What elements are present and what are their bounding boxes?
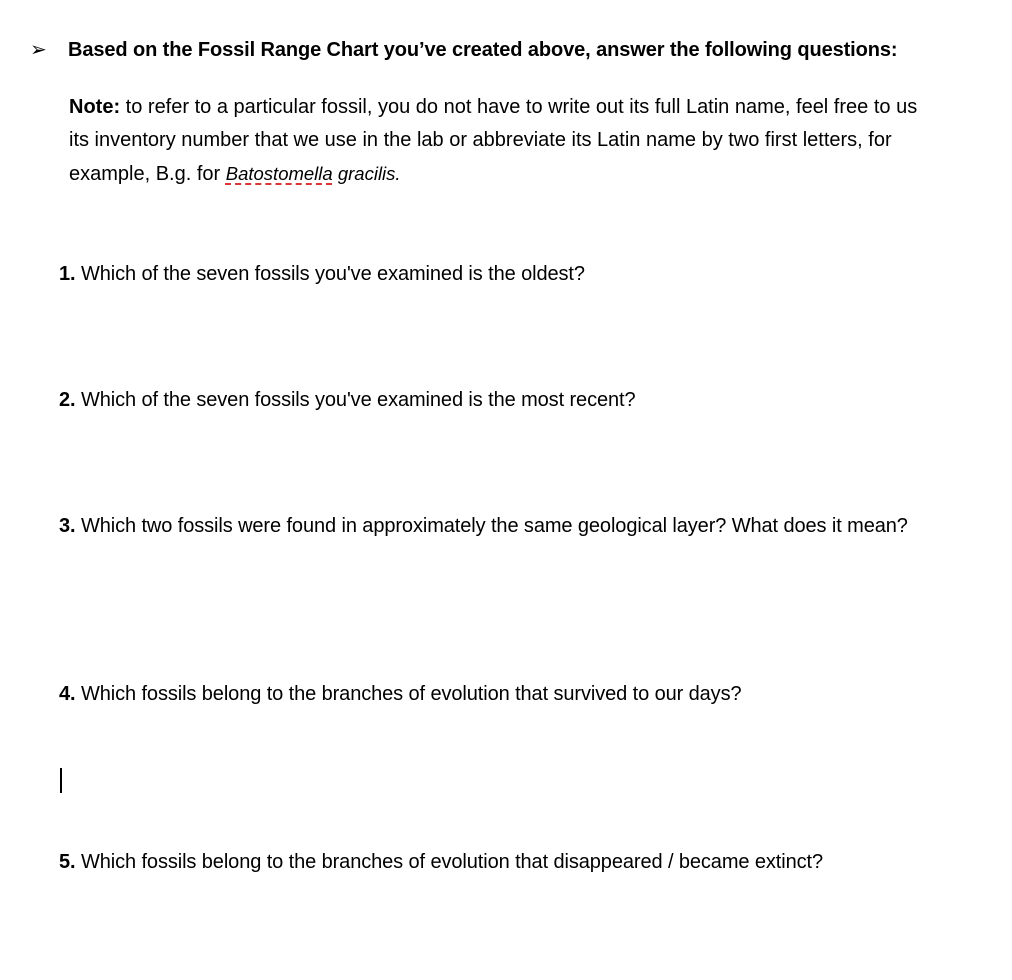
example-genus-misspelled[interactable]: Batostomella [225, 163, 333, 184]
note-line-3 [69, 157, 1012, 191]
note-line-2: its inventory number that we use in the lab or abbreviate its Latin name by two first letters, for [69, 129, 892, 151]
question-text: Which two fossils were found in approximately the same geological layer? What does it mean? [75, 515, 908, 537]
example-species: gracilis. [332, 163, 401, 184]
question-number: 1. [59, 263, 76, 285]
question-4[interactable] [59, 683, 742, 706]
question-text: Which fossils belong to the branches of evolution that survived to our days? [75, 683, 742, 705]
text-caret[interactable] [60, 768, 62, 793]
question-2[interactable] [59, 389, 636, 412]
note-line-1 [69, 91, 1012, 124]
question-1[interactable] [59, 263, 585, 286]
note-paragraph[interactable] [69, 91, 1012, 191]
note-line-3-text: example, B.g. for [69, 163, 226, 185]
question-number: 5. [59, 851, 76, 873]
question-text: Which of the seven fossils you've examined is the most recent? [75, 389, 636, 411]
note-line-1-text: to refer to a particular fossil, you do not have to write out its full Latin name, feel free to us [120, 96, 918, 118]
question-number: 4. [59, 683, 76, 705]
note-label: Note: [69, 96, 121, 118]
question-text: Which fossils belong to the branches of evolution that disappeared / became extinct? [75, 851, 823, 873]
question-3[interactable] [59, 515, 908, 538]
question-text: Which of the seven fossils you've examined is the oldest? [75, 263, 585, 285]
arrow-bullet-icon: ➢ [30, 39, 47, 61]
question-5[interactable] [59, 851, 823, 874]
question-number: 3. [59, 515, 76, 537]
section-heading [30, 37, 897, 62]
question-number: 2. [59, 389, 76, 411]
heading-text: Based on the Fossil Range Chart you’ve created above, answer the following questions: [68, 39, 898, 61]
